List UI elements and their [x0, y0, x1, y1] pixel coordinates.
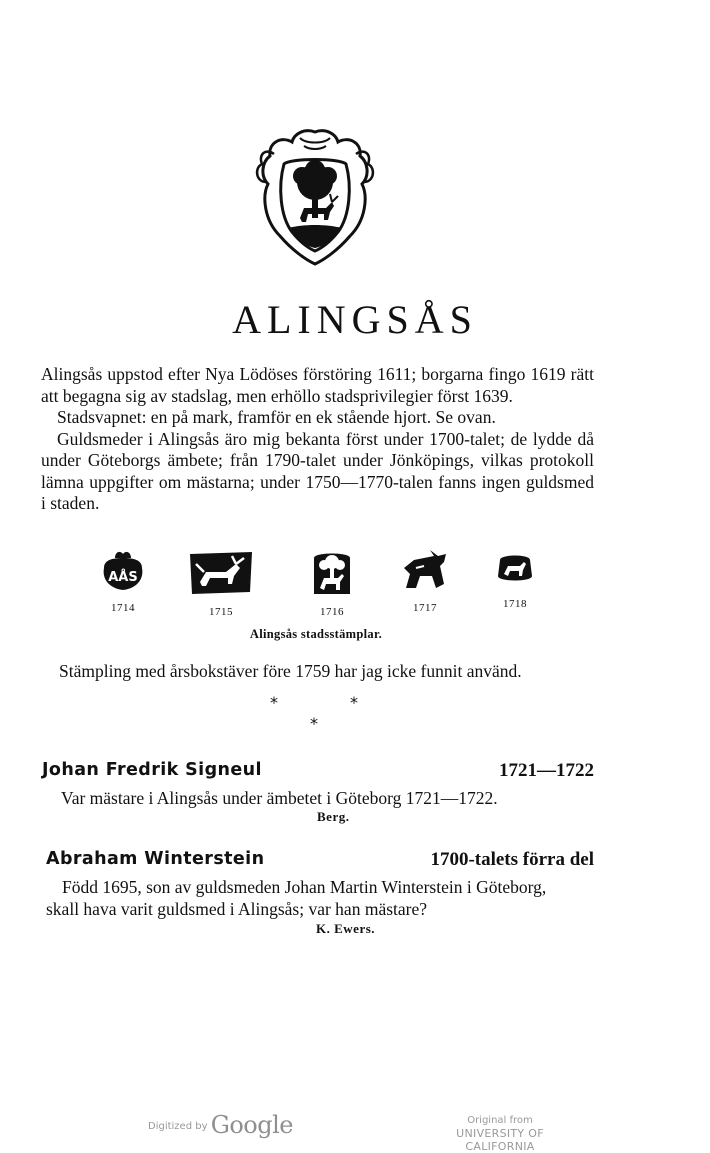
stamp-year: 1715: [209, 606, 233, 618]
stamp-1714: [100, 548, 146, 614]
stamp-1716: [308, 548, 356, 618]
stamp-1717: [400, 548, 450, 614]
entry-dates: 1721—1722: [499, 760, 594, 781]
page-title: ALINGSÅS: [232, 297, 478, 342]
stag-oval-stamp-icon: [492, 548, 538, 588]
google-logo: Google: [210, 1111, 293, 1139]
crowned-stamp-icon: [100, 548, 146, 592]
stamp-row: [0, 548, 710, 624]
stamp-year: 1714: [111, 602, 135, 614]
tree-stag-stamp-icon: [308, 548, 356, 596]
stamps-caption: Alingsås stadsstämplar.: [249, 627, 383, 641]
stamp-year: 1716: [320, 606, 344, 618]
original-from-text: Original from: [467, 1115, 533, 1126]
stamp-year: 1717: [413, 602, 437, 614]
entry-source: K. Ewers.: [316, 921, 376, 936]
stamp-year: 1718: [503, 598, 527, 610]
intro-text: [41, 364, 594, 515]
stamp-1718: [492, 548, 538, 610]
intro-paragraph-2: Stadsvapnet: en på mark, framför en ek stående hjort. Se ovan.: [57, 407, 496, 427]
entry-source: Berg.: [317, 809, 350, 824]
intro-paragraph-1: Alingsås uppstod efter Nya Lödöses förstöring 1611; borgarna fingo 1619 rätt att begagna sig av stadslag, men erhöllo stadsprivilegier först 1639.: [41, 364, 594, 406]
asterisk: *: [310, 714, 318, 733]
stag-stamp-icon: [186, 548, 256, 596]
entry-name: Johan Fredrik Signeul: [42, 760, 262, 780]
intro-paragraph-3: Guldsmeder i Alingsås äro mig bekanta först under 1700-talet; de lydde då under Göteborgs ämbete; från 1790-talet under Jönköpings, vilkas protokoll lämna uppgifter om mästarna; under 1750—1770-talen fanns ingen guldsmed i staden.: [41, 428, 594, 513]
university-text: UNIVERSITY OF CALIFORNIA: [456, 1127, 544, 1153]
entry-text: skall hava varit guldsmed i Alingsås; var han mästare?: [46, 899, 428, 919]
note-text: Stämpling med årsbokstäver före 1759 har jag icke funnit använd.: [59, 661, 522, 681]
entry-text: Född 1695, son av guldsmeden Johan Martin Winterstein i Göteborg,: [62, 877, 547, 897]
asterisk: *: [270, 693, 278, 712]
stamp-letters: AÅS: [108, 570, 138, 585]
digitized-text: Digitized by: [148, 1121, 208, 1132]
stamp-1715: [186, 548, 256, 618]
entry-dates: 1700-talets förra del: [430, 849, 594, 870]
stag-small-stamp-icon: [400, 548, 450, 592]
entry-name: Abraham Winterstein: [46, 849, 265, 869]
digitized-by-label: [148, 1111, 293, 1139]
original-from-label: [428, 1114, 572, 1153]
coat-of-arms-stag-oak-icon: [244, 124, 386, 266]
asterisk: *: [350, 693, 358, 712]
entry-text: Var mästare i Alingsås under ämbetet i Göteborg 1721—1722.: [61, 788, 498, 808]
